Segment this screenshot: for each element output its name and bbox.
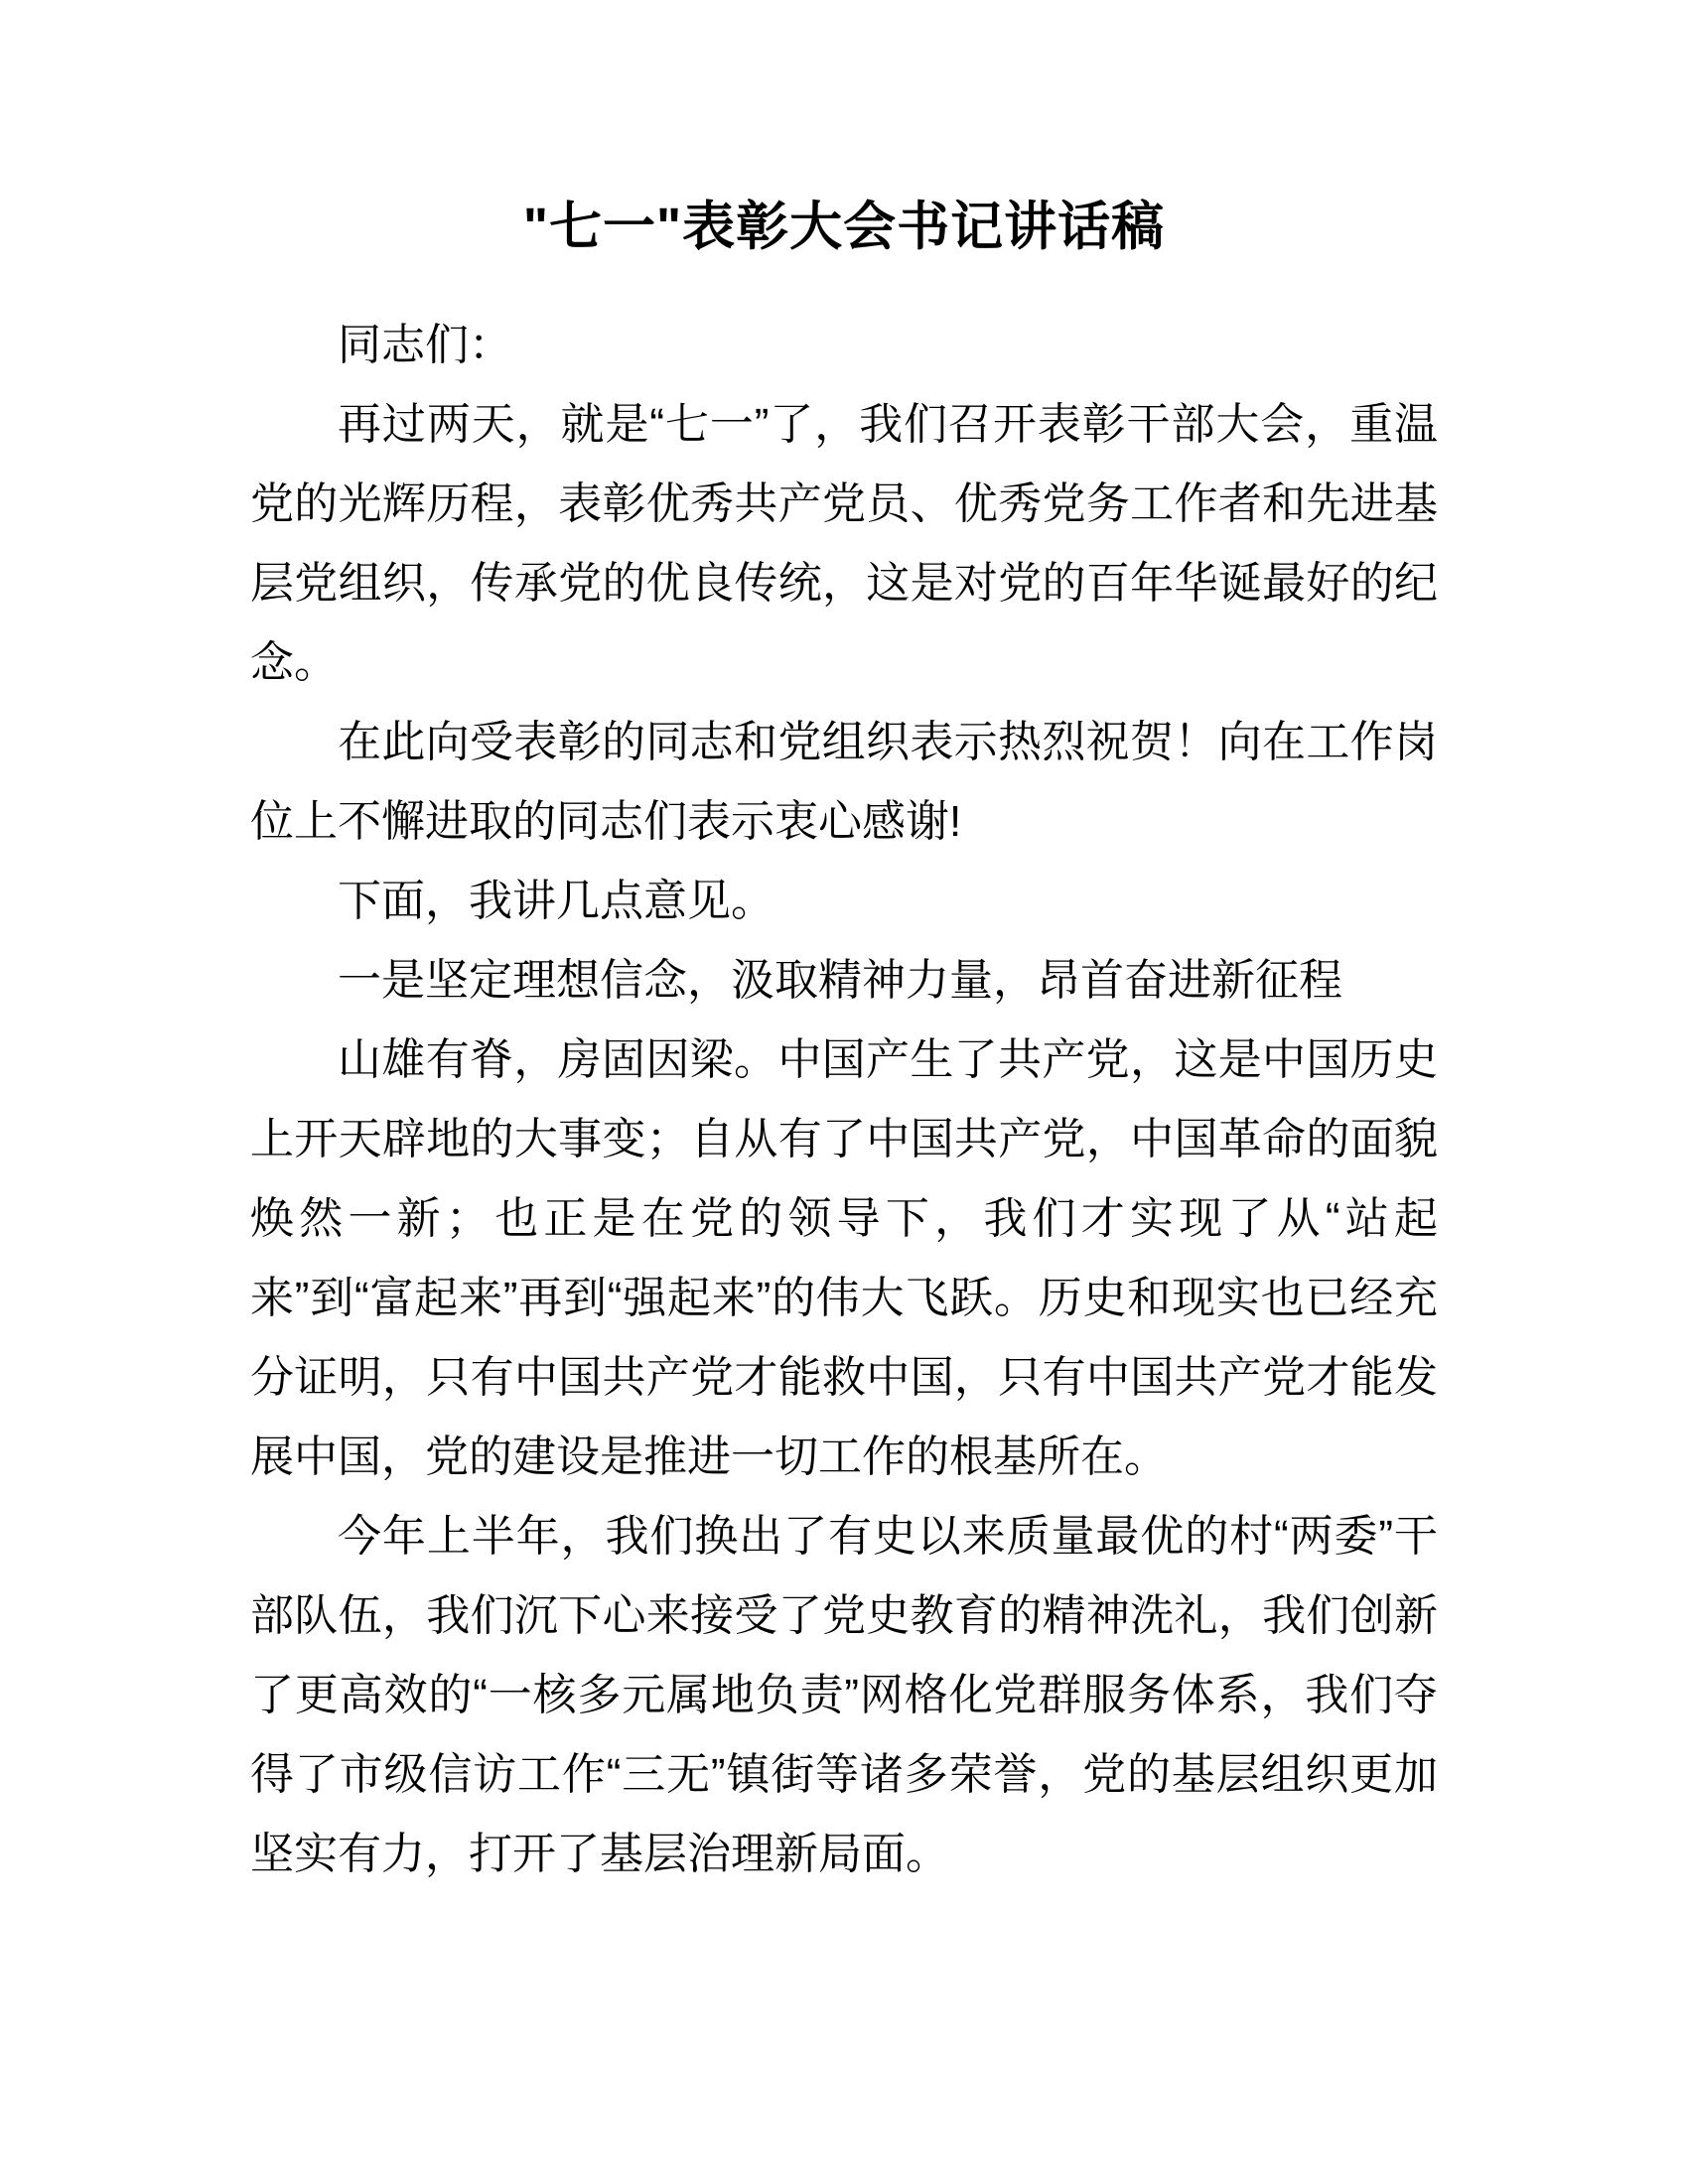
paragraph: 今年上半年，我们换出了有史以来质量最优的村“两委”干部队伍，我们沉下心来接受了党史教育的精神洗礼，我们创新了更高效的“一核多元属地负责”网格化党群服务体系，我们夺得了市级信访工作“三无”镇街等诸多荣誉，党的基层组织更加坚实有力，打开了基层治理新局面。 [250,1511,1438,1878]
paragraph: 再过两天，就是“七一”了，我们召开表彰干部大会，重温党的光辉历程，表彰优秀共产党员、优秀党务工作者和先进基层党组织，传承党的优良传统，这是对党的百年华诞最好的纪念。 [250,399,1438,687]
document-title: "七一"表彰大会书记讲话稿 [522,198,1166,256]
paragraph: 在此向受表彰的同志和党组织表示热烈祝贺！向在工作岗位上不懈进取的同志们表示衷心感谢! [250,717,1438,846]
paragraph-section-heading: 一是坚定理想信念，汲取精神力量，昂首奋进新征程 [338,955,1342,1005]
paragraph: 下面，我讲几点意见。 [338,876,774,925]
paragraph: 山雄有脊，房固因梁。中国产生了共产党，这是中国历史上开天辟地的大事变；自从有了中国共产党，中国革命的面貌焕然一新；也正是在党的领导下，我们才实现了从“站起来”到“富起来”再到“强起来”的伟大飞跃。历史和现实也已经充分证明，只有中国共产党才能救中国，只有中国共产党才能发展中国，党的建设是推进一切工作的根基所在。 [250,1034,1438,1481]
paragraph-salutation: 同志们： [338,320,512,369]
